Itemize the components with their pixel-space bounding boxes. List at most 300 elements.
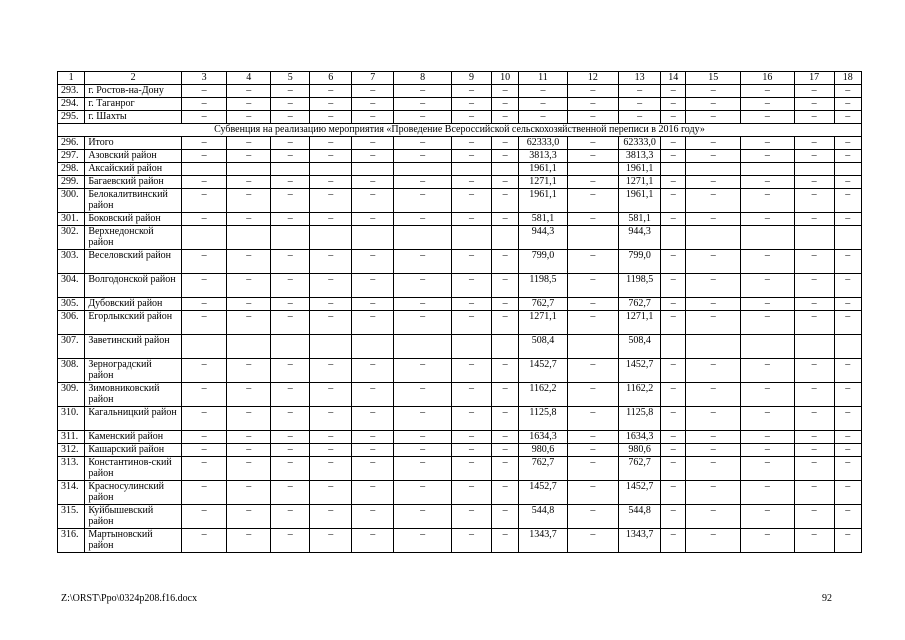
table-row (58, 481, 862, 505)
table-row (58, 529, 862, 553)
district-name: г. Ростов-на-Дону (85, 85, 182, 98)
value-cell: – (452, 529, 492, 553)
value-cell (567, 163, 618, 176)
value-cell: – (686, 111, 741, 124)
value-cell: – (310, 529, 352, 553)
value-cell: – (452, 98, 492, 111)
value-cell (394, 335, 452, 359)
value-cell: – (661, 176, 686, 189)
value-cell: – (394, 98, 452, 111)
value-cell: – (686, 176, 741, 189)
header-row (58, 72, 862, 85)
value-cell: – (227, 274, 271, 298)
value-cell: – (834, 383, 861, 407)
value-cell: – (794, 529, 834, 553)
value-cell: – (227, 176, 271, 189)
district-name: Заветинский район (85, 335, 182, 359)
value-cell: – (834, 431, 861, 444)
value-cell: – (661, 505, 686, 529)
value-cell: – (394, 311, 452, 335)
table-row (58, 383, 862, 407)
value-cell: – (834, 311, 861, 335)
value-cell: – (491, 529, 518, 553)
value-cell: – (686, 311, 741, 335)
value-cell: 762,7 (519, 457, 567, 481)
value-cell: – (491, 298, 518, 311)
value-cell: – (310, 213, 352, 226)
column-number: 9 (452, 72, 492, 85)
value-cell (182, 226, 227, 250)
value-cell: – (182, 311, 227, 335)
value-cell: – (491, 359, 518, 383)
value-cell: – (182, 176, 227, 189)
value-cell: – (227, 150, 271, 163)
value-cell (352, 335, 394, 359)
value-cell: – (686, 150, 741, 163)
district-name: Итого (85, 137, 182, 150)
value-cell: – (794, 298, 834, 311)
district-name: Дубовский район (85, 298, 182, 311)
district-name: Кагальницкий район (85, 407, 182, 431)
value-cell: 1343,7 (519, 529, 567, 553)
value-cell: – (227, 359, 271, 383)
value-cell: – (352, 98, 394, 111)
table-row (58, 150, 862, 163)
value-cell (310, 163, 352, 176)
district-name: Кашарский район (85, 444, 182, 457)
row-number: 307. (58, 335, 85, 359)
value-cell: – (741, 407, 795, 431)
value-cell: – (452, 298, 492, 311)
value-cell (741, 335, 795, 359)
value-cell: – (567, 311, 618, 335)
column-number: 11 (519, 72, 567, 85)
value-cell: – (394, 407, 452, 431)
column-number: 13 (619, 72, 661, 85)
value-cell: – (741, 176, 795, 189)
value-cell: – (567, 529, 618, 553)
value-cell: – (182, 213, 227, 226)
value-cell: 1125,8 (519, 407, 567, 431)
district-name: Веселовский район (85, 250, 182, 274)
value-cell: – (452, 137, 492, 150)
value-cell: – (661, 137, 686, 150)
value-cell: – (271, 111, 310, 124)
value-cell: – (352, 383, 394, 407)
value-cell: 1198,5 (619, 274, 661, 298)
value-cell: 1271,1 (519, 176, 567, 189)
value-cell: – (567, 298, 618, 311)
column-number: 2 (85, 72, 182, 85)
value-cell: – (567, 176, 618, 189)
district-name: Зимовниковский район (85, 383, 182, 407)
value-cell: – (182, 505, 227, 529)
value-cell: – (227, 250, 271, 274)
value-cell: – (491, 250, 518, 274)
value-cell: – (794, 176, 834, 189)
value-cell: – (491, 111, 518, 124)
column-number: 5 (271, 72, 310, 85)
value-cell: – (310, 457, 352, 481)
value-cell: 799,0 (519, 250, 567, 274)
value-cell: – (310, 383, 352, 407)
value-cell: – (834, 137, 861, 150)
file-path: Z:\ORST\Ppo\0324p208.f16.docx (61, 593, 198, 604)
table-row (58, 298, 862, 311)
value-cell: 1961,1 (619, 189, 661, 213)
value-cell: – (686, 274, 741, 298)
value-cell: – (741, 111, 795, 124)
value-cell: – (394, 176, 452, 189)
row-number: 309. (58, 383, 85, 407)
value-cell: – (352, 431, 394, 444)
column-number: 6 (310, 72, 352, 85)
value-cell: – (794, 250, 834, 274)
value-cell (271, 335, 310, 359)
value-cell: – (834, 481, 861, 505)
value-cell: – (794, 407, 834, 431)
value-cell: – (686, 431, 741, 444)
value-cell: – (567, 481, 618, 505)
value-cell (661, 163, 686, 176)
value-cell: – (567, 98, 618, 111)
value-cell: 508,4 (619, 335, 661, 359)
district-name: Аксайский район (85, 163, 182, 176)
value-cell: 1961,1 (519, 189, 567, 213)
value-cell: – (352, 111, 394, 124)
value-cell: – (686, 298, 741, 311)
value-cell: – (794, 505, 834, 529)
value-cell: 1452,7 (619, 481, 661, 505)
value-cell: – (271, 274, 310, 298)
value-cell: – (491, 85, 518, 98)
value-cell: – (352, 457, 394, 481)
value-cell: – (741, 250, 795, 274)
table-row (58, 431, 862, 444)
value-cell: 1452,7 (619, 359, 661, 383)
value-cell: – (491, 98, 518, 111)
district-name: Багаевский район (85, 176, 182, 189)
table-body (58, 72, 862, 553)
value-cell (834, 335, 861, 359)
value-cell: – (310, 505, 352, 529)
value-cell (352, 163, 394, 176)
value-cell: 1162,2 (519, 383, 567, 407)
value-cell (271, 163, 310, 176)
value-cell: 62333,0 (519, 137, 567, 150)
value-cell: – (227, 298, 271, 311)
value-cell: – (834, 176, 861, 189)
value-cell (686, 335, 741, 359)
value-cell: – (394, 444, 452, 457)
value-cell: – (352, 274, 394, 298)
value-cell (794, 163, 834, 176)
column-number: 10 (491, 72, 518, 85)
value-cell: – (394, 189, 452, 213)
value-cell: 1271,1 (619, 176, 661, 189)
value-cell (227, 226, 271, 250)
value-cell (741, 163, 795, 176)
district-name: Каменский район (85, 431, 182, 444)
value-cell: – (182, 529, 227, 553)
value-cell: – (352, 213, 394, 226)
value-cell: – (661, 431, 686, 444)
value-cell: – (794, 137, 834, 150)
value-cell: 1343,7 (619, 529, 661, 553)
value-cell: – (452, 481, 492, 505)
value-cell (491, 226, 518, 250)
table-row (58, 250, 862, 274)
value-cell: – (661, 250, 686, 274)
value-cell: 762,7 (519, 298, 567, 311)
row-number: 311. (58, 431, 85, 444)
value-cell: – (310, 481, 352, 505)
value-cell: – (491, 274, 518, 298)
value-cell: – (686, 98, 741, 111)
value-cell: – (310, 407, 352, 431)
value-cell (452, 226, 492, 250)
value-cell: – (491, 383, 518, 407)
value-cell: – (661, 98, 686, 111)
value-cell (452, 335, 492, 359)
row-number: 316. (58, 529, 85, 553)
value-cell (394, 226, 452, 250)
value-cell: – (227, 311, 271, 335)
value-cell: – (567, 274, 618, 298)
value-cell: – (271, 481, 310, 505)
value-cell: 62333,0 (619, 137, 661, 150)
value-cell: – (661, 150, 686, 163)
value-cell: – (310, 150, 352, 163)
value-cell: – (394, 274, 452, 298)
value-cell: – (182, 431, 227, 444)
value-cell: – (686, 137, 741, 150)
value-cell: – (352, 85, 394, 98)
value-cell: – (310, 311, 352, 335)
value-cell: – (794, 85, 834, 98)
value-cell: – (352, 444, 394, 457)
value-cell: – (661, 85, 686, 98)
value-cell: – (394, 137, 452, 150)
value-cell: – (394, 359, 452, 383)
value-cell: – (741, 383, 795, 407)
value-cell: 1271,1 (619, 311, 661, 335)
table-row (58, 335, 862, 359)
value-cell: – (741, 431, 795, 444)
value-cell: – (741, 137, 795, 150)
row-number: 298. (58, 163, 85, 176)
value-cell: 1162,2 (619, 383, 661, 407)
value-cell: – (834, 457, 861, 481)
value-cell: – (794, 359, 834, 383)
value-cell: – (686, 505, 741, 529)
value-cell (567, 335, 618, 359)
value-cell: – (271, 383, 310, 407)
column-number: 15 (686, 72, 741, 85)
value-cell: – (394, 150, 452, 163)
row-number: 304. (58, 274, 85, 298)
value-cell: – (227, 213, 271, 226)
value-cell: – (394, 505, 452, 529)
page-number: 92 (822, 593, 832, 604)
value-cell: – (794, 274, 834, 298)
value-cell: – (794, 481, 834, 505)
value-cell: – (661, 298, 686, 311)
value-cell (271, 226, 310, 250)
value-cell: – (182, 85, 227, 98)
value-cell (491, 335, 518, 359)
value-cell: – (661, 529, 686, 553)
value-cell: – (352, 311, 394, 335)
value-cell: – (394, 298, 452, 311)
column-number: 7 (352, 72, 394, 85)
value-cell: 1452,7 (519, 359, 567, 383)
value-cell: – (271, 431, 310, 444)
district-name: Куйбышевский район (85, 505, 182, 529)
value-cell: – (661, 444, 686, 457)
value-cell (227, 335, 271, 359)
value-cell: – (491, 444, 518, 457)
value-cell: – (661, 111, 686, 124)
row-number: 310. (58, 407, 85, 431)
value-cell: – (227, 137, 271, 150)
value-cell: – (394, 431, 452, 444)
value-cell (686, 163, 741, 176)
value-cell: – (567, 213, 618, 226)
value-cell: – (352, 250, 394, 274)
value-cell: – (271, 250, 310, 274)
value-cell: – (182, 359, 227, 383)
value-cell: 1452,7 (519, 481, 567, 505)
value-cell: – (394, 457, 452, 481)
row-number: 308. (58, 359, 85, 383)
value-cell: – (452, 176, 492, 189)
column-number: 14 (661, 72, 686, 85)
value-cell: – (661, 274, 686, 298)
value-cell: – (271, 529, 310, 553)
value-cell: – (834, 274, 861, 298)
value-cell: – (352, 298, 394, 311)
district-name: Верхнедонской район (85, 226, 182, 250)
district-name: Константинов-ский район (85, 457, 182, 481)
value-cell: – (271, 505, 310, 529)
value-cell: – (491, 481, 518, 505)
value-cell: – (452, 359, 492, 383)
value-cell: – (452, 85, 492, 98)
table-row (58, 359, 862, 383)
value-cell: – (452, 505, 492, 529)
value-cell: – (567, 457, 618, 481)
value-cell: – (227, 98, 271, 111)
value-cell: – (834, 298, 861, 311)
column-number: 16 (741, 72, 795, 85)
section-title: Субвенция на реализацию мероприятия «Проведение Всероссийской сельскохозяйственной переписи в 2016 году» (58, 124, 862, 137)
value-cell: – (686, 407, 741, 431)
value-cell: – (686, 481, 741, 505)
value-cell: – (271, 444, 310, 457)
column-number: 4 (227, 72, 271, 85)
value-cell: – (352, 176, 394, 189)
value-cell: – (352, 407, 394, 431)
value-cell: – (741, 85, 795, 98)
value-cell: – (686, 383, 741, 407)
value-cell: – (452, 189, 492, 213)
value-cell: – (834, 189, 861, 213)
table-row (58, 444, 862, 457)
table-row (58, 85, 862, 98)
value-cell: – (491, 176, 518, 189)
value-cell (394, 163, 452, 176)
column-number: 17 (794, 72, 834, 85)
value-cell: – (310, 111, 352, 124)
value-cell: 544,8 (519, 505, 567, 529)
value-cell: – (661, 407, 686, 431)
row-number: 300. (58, 189, 85, 213)
value-cell: – (741, 359, 795, 383)
value-cell (182, 335, 227, 359)
table-row (58, 111, 862, 124)
value-cell (227, 163, 271, 176)
value-cell: – (182, 274, 227, 298)
value-cell: – (182, 298, 227, 311)
value-cell: – (567, 383, 618, 407)
district-name: Красносулинский район (85, 481, 182, 505)
value-cell: – (452, 431, 492, 444)
value-cell: 1634,3 (619, 431, 661, 444)
value-cell (310, 226, 352, 250)
table-row (58, 226, 862, 250)
value-cell (834, 226, 861, 250)
value-cell: – (567, 250, 618, 274)
value-cell: – (619, 111, 661, 124)
value-cell: – (686, 457, 741, 481)
value-cell: – (182, 98, 227, 111)
value-cell: 1198,5 (519, 274, 567, 298)
value-cell: – (741, 457, 795, 481)
value-cell (310, 335, 352, 359)
value-cell (741, 226, 795, 250)
value-cell: – (567, 150, 618, 163)
value-cell: – (452, 457, 492, 481)
value-cell: – (834, 98, 861, 111)
value-cell: – (227, 431, 271, 444)
value-cell: – (794, 150, 834, 163)
value-cell (794, 335, 834, 359)
value-cell: – (686, 529, 741, 553)
district-name: Зерноградский район (85, 359, 182, 383)
value-cell: – (394, 383, 452, 407)
district-name: г. Таганрог (85, 98, 182, 111)
value-cell: – (310, 274, 352, 298)
value-cell: – (686, 359, 741, 383)
value-cell: 1634,3 (519, 431, 567, 444)
value-cell: – (567, 137, 618, 150)
value-cell: 944,3 (519, 226, 567, 250)
row-number: 306. (58, 311, 85, 335)
value-cell: – (686, 189, 741, 213)
row-number: 302. (58, 226, 85, 250)
column-number: 3 (182, 72, 227, 85)
value-cell: – (310, 189, 352, 213)
table-row (58, 407, 862, 431)
value-cell: – (661, 383, 686, 407)
value-cell: – (310, 444, 352, 457)
value-cell: – (834, 250, 861, 274)
value-cell: – (452, 383, 492, 407)
value-cell: – (271, 150, 310, 163)
value-cell: – (741, 150, 795, 163)
value-cell: – (394, 111, 452, 124)
